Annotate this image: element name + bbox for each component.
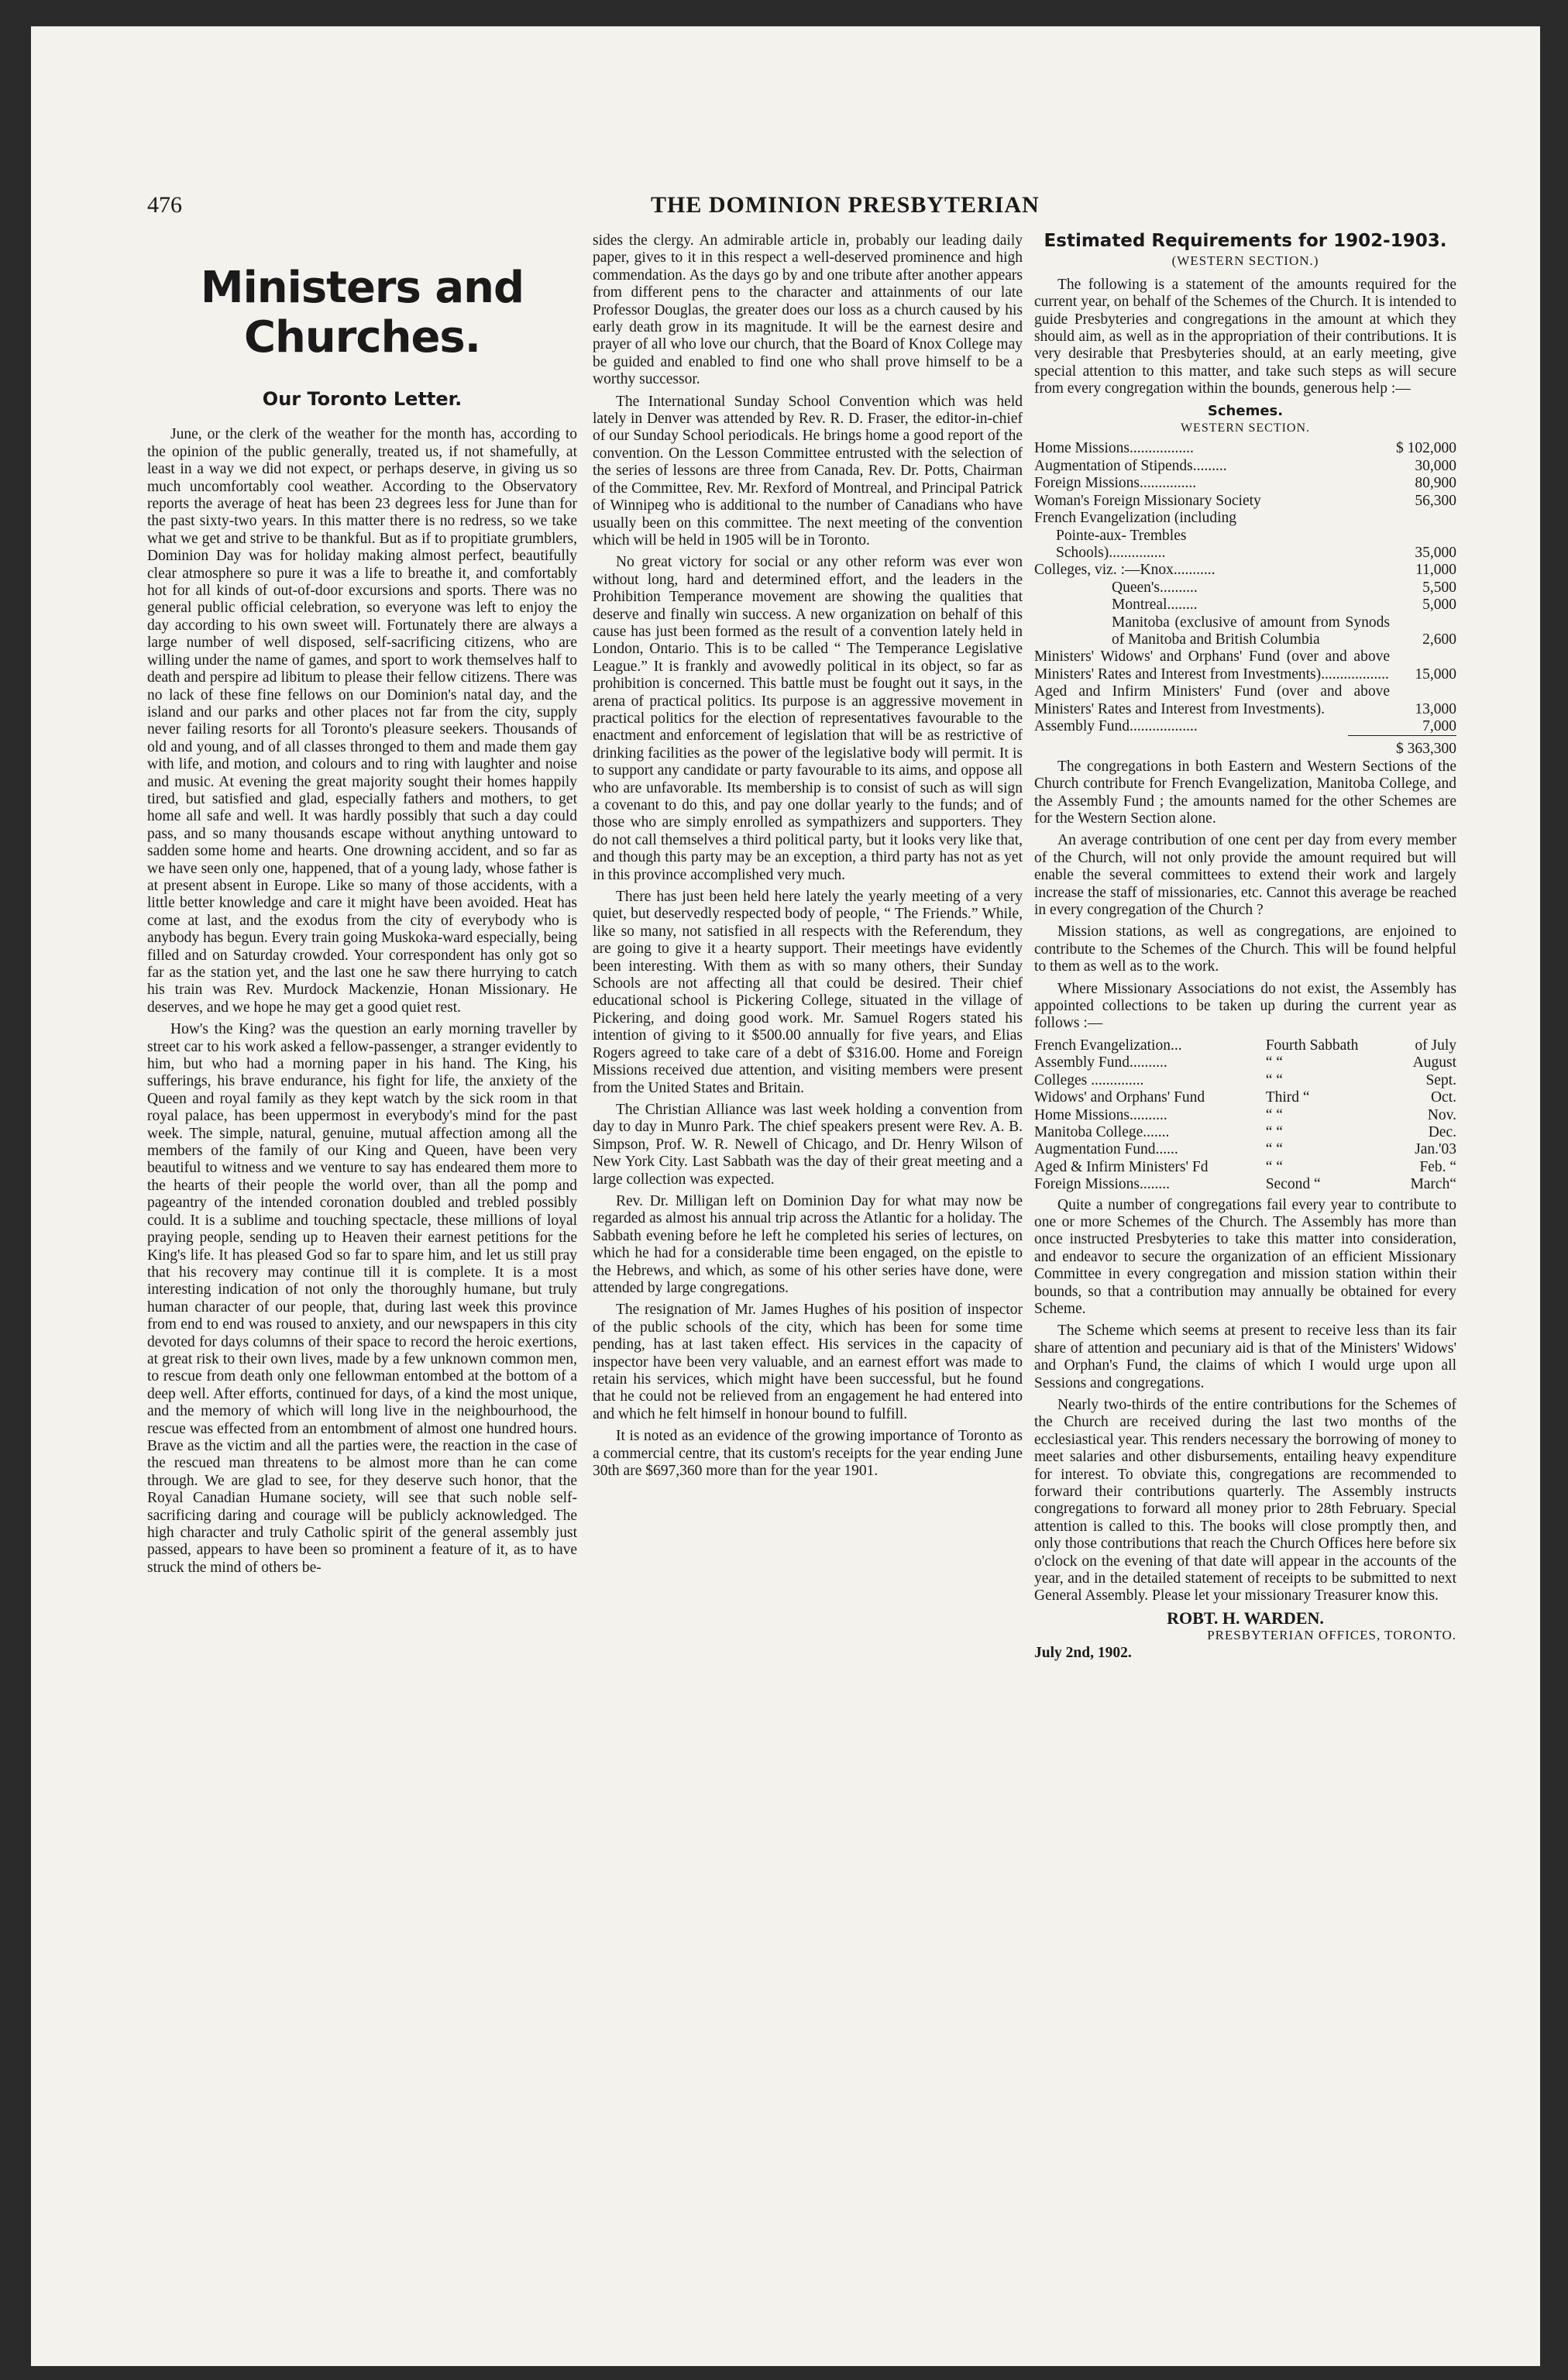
collection-sabbath: “ “	[1265, 1054, 1283, 1071]
scheme-row	[1034, 648, 1456, 683]
collection-sabbath: Fourth Sabbath	[1265, 1037, 1359, 1054]
collection-row	[1034, 1054, 1456, 1071]
scheme-label: Foreign Missions...............	[1034, 475, 1197, 492]
collection-month: March“	[1410, 1176, 1456, 1193]
scheme-amount: 7,000	[1422, 717, 1456, 734]
collection-fund: Assembly Fund..........	[1034, 1054, 1167, 1071]
scheme-amount: $ 102,000	[1396, 440, 1456, 457]
article-paragraph: It is noted as an evidence of the growing importance of Toronto as a commercial centre, that its custom's receipts for the year ending June 30th are $697,360 more than for the year 1901.	[593, 1428, 1023, 1480]
collection-row	[1034, 1141, 1456, 1158]
scheme-label: Ministers' Widows' and Orphans' Fund (over and above Ministers' Rates and Interest from Investments)..................	[1034, 648, 1390, 683]
article-paragraph: Quite a number of congregations fail every year to contribute to one or more Schemes of the Church. The Assembly has more than once instructed Presbyteries to take this matter into consideration, and endeavor to secure the organization of an efficient Missionary Committee in every congregation and mission station within their bounds, so that a contribution may annually be obtained for every Scheme.	[1034, 1196, 1456, 1317]
scheme-label: French Evangelization (including	[1034, 510, 1237, 527]
collection-fund: Foreign Missions........	[1034, 1176, 1170, 1193]
collection-sabbath: Second “	[1265, 1176, 1321, 1193]
collection-fund: Widows' and Orphans' Fund	[1034, 1089, 1205, 1106]
collection-fund: Manitoba College.......	[1034, 1123, 1170, 1140]
collection-fund: Augmentation Fund......	[1034, 1141, 1178, 1158]
scheme-row	[1034, 718, 1456, 735]
scheme-amount: 13,000	[1415, 700, 1456, 717]
article-paragraph: Rev. Dr. Milligan left on Dominion Day for what may now be regarded as almost his annual trip across the Atlantic for a holiday. The Sabbath evening before he left he completed his series of lectures, on which he had for a considerable time been engaged, on the epistle to the Hebrews, and which, as some of his other series have done, were attended by large congregations.	[593, 1192, 1023, 1296]
scheme-row	[1034, 475, 1456, 492]
section-title: Ministers and Churches.	[200, 263, 524, 363]
scheme-row	[1034, 683, 1456, 718]
requirements-section: (WESTERN SECTION.)	[1171, 253, 1319, 269]
scheme-row	[1034, 562, 1456, 579]
requirements-title: Estimated Requirements for 1902-1903.	[1044, 231, 1447, 251]
signature: ROBT. H. WARDEN.	[1167, 1608, 1324, 1628]
scheme-label: Assembly Fund..................	[1034, 717, 1198, 734]
scheme-row	[1034, 458, 1456, 475]
scheme-row	[1034, 493, 1456, 510]
collection-row	[1034, 1107, 1456, 1124]
letter-date: July 2nd, 1902.	[1034, 1644, 1132, 1661]
article-paragraph: The Scheme which seems at present to receive less than its fair share of attention and pecuniary aid is that of the Ministers' Widows' and Orphan's Fund, the claims of which I would urge upon all Sessions and congregations.	[1034, 1322, 1456, 1391]
page-number: 476	[147, 192, 182, 218]
scheme-label: Montreal........	[1112, 597, 1198, 614]
collection-row	[1034, 1159, 1456, 1176]
collection-sabbath: Third “	[1265, 1089, 1310, 1106]
scheme-row	[1034, 528, 1456, 545]
collection-fund: Colleges ..............	[1034, 1071, 1144, 1089]
collection-row	[1034, 1089, 1456, 1106]
scheme-amount: 5,000	[1422, 597, 1456, 614]
total-amount: $ 363,300	[1396, 741, 1456, 758]
collection-fund: Home Missions..........	[1034, 1106, 1167, 1123]
article-paragraph: The resignation of Mr. James Hughes of his position of inspector of the public schools of the city, which has been for some time pending, has at last taken effect. His services in the capacity of inspector have been very valuable, and an earnest effort was made to retain his services, which might have been successful, but he found that he could not be relieved from an engagement he had entered into and which he felt himself in honour bound to fulfill.	[593, 1302, 1023, 1422]
collections-schedule	[1034, 1037, 1456, 1194]
article-paragraph: Nearly two-thirds of the entire contributions for the Schemes of the Church are received during the last two months of the ecclesiastical year. This renders necessary the borrowing of money to meet salaries and other disbursements, entailing heavy expenditure for interest. To obviate this, congregations are recommended to forward their contributions quarterly. The Assembly instructs congregations to forward all money prior to 28th February. Special attention is called to this. The books will close promptly then, and only those contributions that reach the Church Offices here before six o'clock on the evening of that date will appear in the accounts of the year, and in the detailed statement of receipts to be submitted to next General Assembly. Please let your missionary Treasurer know this.	[1034, 1397, 1456, 1604]
office-address: PRESBYTERIAN OFFICES, TORONTO.	[1207, 1628, 1456, 1643]
collection-fund: Aged & Infirm Ministers' Fd	[1034, 1158, 1209, 1175]
scheme-amount: 15,000	[1415, 666, 1456, 683]
collection-month: Sept.	[1425, 1071, 1456, 1089]
column-2	[593, 232, 1023, 1484]
collection-sabbath: “ “	[1265, 1071, 1283, 1089]
schemes-section: WESTERN SECTION.	[1180, 421, 1311, 435]
scheme-amount: 5,500	[1422, 579, 1456, 596]
collection-month: of July	[1415, 1037, 1456, 1054]
collection-sabbath: “ “	[1265, 1123, 1283, 1140]
scheme-amount	[1390, 528, 1456, 545]
collection-fund: French Evangelization...	[1034, 1037, 1182, 1054]
article-paragraph: How's the King? was the question an early morning traveller by street car to his work asked a fellow-passenger, a stranger evidently to him, but who had a morning paper in his hand. The King, his sufferings, his brave endurance, his fight for life, the anxiety of the Queen and royal family as they kept watch by the sick room in that royal palace, has been uppermost in everybody's mind for the past week. The simple, natural, genuine, mutual affection among all the members of the family of our King and Queen, have been very beautiful to witness and we venture to say has endeared them more to the hearts of their people the world over, than all the pomp and pageantry of the intended coronation doubled and trebled possibly could. It is a sublime and touching spectacle, these millions of loyal praying people, sending up to Heaven their earnest petitions for the King's life. It has pleased God so far to spare him, and let us still pray that his recovery may continue till it is complete. It is a most interesting indication of not only the thoroughly humane, but truly human character of our people, that, during last week this province from end to end was roused to anxiety, and our newspapers in this city devoted for days columns of their space to record the heroic exertions, at great risk to their own lives, made by a few unknown common men, to rescue from death only one fellowman entombed at the bottom of a deep well. After efforts, continued for days, of a kind the most unique, and the memory of which will long live in the neighbourhood, the rescue was effected from an entombment of almost one hundred hours. Brave as the victim and all the parties were, the reaction in the case of the rescued man threatens to be almost more than he can come through. We are glad to see, for they deserve such honor, that the Royal Canadian Humane society, will see that such noble self-sacrificing daring and courage will be publicly acknowledged. The high character and truly Catholic spirit of the general assembly just passed, appears to have been so prominent a feature of it, as to have struck the mind of others be-	[147, 1021, 577, 1576]
scheme-amount: 30,000	[1415, 457, 1456, 474]
collection-row	[1034, 1037, 1456, 1054]
article-paragraph: The congregations in both Eastern and Western Sections of the Church contribute for French Evangelization, Manitoba College, and the Assembly Fund ; the amounts named for the other Schemes are for the Western Section alone.	[1034, 758, 1456, 827]
article-paragraph: There has just been held here lately the yearly meeting of a very quiet, but deservedly respected body of people, “ The Friends.” While, like so many, not satisfied in all respects with the Referendum, they are going to give it a hearty support. Their meetings have evidently been interesting. With them as with so many others, their Sunday Schools are not affecting all that could be desired. Their chief educational school is Pickering College, situated in the village of Pickering, and doing good work. Mr. Samuel Rogers stated his intention of giving to it $500.00 annually for five years, and Elias Rogers agreed to take care of a debt of $316.00. Home and Foreign Missions received due attention, and visiting members were present from the United States and Britain.	[593, 889, 1023, 1096]
article-paragraph: The International Sunday School Convention which was held lately in Denver was attended by Rev. R. D. Fraser, the editor-in-chief of our Sunday School periodicals. He brings home a good report of the convention. On the Lesson Committee entrusted with the selection of the series of lessons are three from Canada, Rev. Dr. Potts, Chairman of the Committee, Rev. Mr. Rexford of Montreal, and Principal Patrick of Winnipeg who is additional to the number of Canadians who have usually been on this committee. The next meeting of the convention which will be held in 1905 will be in Toronto.	[593, 393, 1023, 549]
scheme-row	[1034, 545, 1456, 562]
article-paragraph: The Christian Alliance was last week holding a convention from day to day in Munro Park. The chief speakers present were Rev. A. B. Simpson, Prof. W. R. Newell of Chicago, and Dr. Henry Wilson of New York City. Last Sabbath was the day of their great meeting and a large collection was expected.	[593, 1101, 1023, 1188]
scheme-label: Pointe-aux- Trembles	[1056, 527, 1187, 544]
scheme-label: Queen's..........	[1112, 579, 1198, 596]
collection-month: August	[1412, 1054, 1456, 1071]
collection-month: Oct.	[1430, 1089, 1456, 1106]
scheme-label: Colleges, viz. :—Knox...........	[1034, 562, 1216, 579]
scheme-row	[1034, 440, 1456, 457]
article-paragraph: An average contribution of one cent per day from every member of the Church, will not only provide the amount required but will enable the several committees to extend their work and largely increase the staff of missionaries, etc. Cannot this average be reached in every congregation of the Church ?	[1034, 832, 1456, 919]
article-subtitle: Our Toronto Letter.	[262, 388, 462, 410]
scheme-amount: 35,000	[1415, 544, 1456, 561]
column-1	[147, 232, 577, 1581]
scheme-label: Aged and Infirm Ministers' Fund (over and above Ministers' Rates and Interest from Investments).	[1034, 683, 1390, 717]
collection-row	[1034, 1176, 1456, 1193]
article-paragraph: June, or the clerk of the weather for the month has, according to the opinion of the public generally, treated us, if not shamefully, at least in a way we did not expect, or perhaps deserve, in giving us so much uncomfortably cool weather. According to the Observatory reports the average of heat has been 23 degrees less for June than for the past sixty-two years. In this matter there is no redress, so we take what we get and strive to be thankful. But as if to propitiate grumblers, Dominion Day was for holiday making almost perfect, beautifully clear atmosphere so pure it was a life to breathe it, and comfortably hot for all kinds of out-of-door excursions and sports. There was no general public official celebration, so everyone was left to enjoy the day according to his own sweet will. Fortunately there are always a large number of well disposed, self-sacrificing citizens, who are willing under the name of games, and sport to work themselves half to death and perspire ad libitum to please their fellow citizens. There was no lack of these fine fellows on our Dominion's natal day, and the island and our parks and other places not far from the city, supply never failing resorts for all Toronto's pleasure seekers. Thousands of old and young, and of all classes thronged to them and made them gay with life, and motion, and colours and to ring with laughter and noise and music. At evening the great majority sought their homes happily tired, but satisfied and glad, especially fathers and mothers, to get home all safe and well. It was hardly possibly that such a day could pass, and so many thousands escape without anything untoward to sadden some home and hearts. One drowning accident, and so far as we have seen only one, happened, that of a young lady, whose father is at present absent in Europe. Like so many of those accidents, with a little better knowledge and care it might have been avoided. Heat has come at last, and the exodus from the city of everybody who is anybody has begun. Every train going Muskoka-ward especially, being filled and on Saturday crowded. Your correspondent has only got so far as the station yet, and the last one he saw there hurrying to catch his train was Rev. Murdock Mackenzie, Honan Missionary. He deserves, and we hope he may get a good quiet rest.	[147, 426, 577, 1016]
collection-sabbath: “ “	[1265, 1141, 1283, 1158]
scheme-amount: 80,900	[1415, 475, 1456, 492]
collection-row	[1034, 1124, 1456, 1141]
scheme-amount: 56,300	[1415, 492, 1456, 509]
scheme-label: Home Missions.................	[1034, 440, 1194, 457]
collection-month: Nov.	[1427, 1106, 1456, 1123]
article-paragraph: sides the clergy. An admirable article in, probably our leading daily paper, gives to it in this respect a well-deserved prominence and high commendation. As the days go by and one tribute after another appears from different pens to the character and attainments of our late Professor Douglas, the greater does our loss as a church caused by his early death grow in its magnitude. It will be the earnest desire and prayer of all who love our church, that the Board of Knox College may be guided and enabled to find one who shall prove himself to be a worthy successor.	[593, 232, 1023, 388]
article-paragraph: No great victory for social or any other reform was ever won without long, hard and determined effort, and the leaders in the Prohibition Temperance movement are showing the qualities that deserve and finally win success. A new organization on behalf of this cause has just been formed as the result of a convention lately held in London, Ontario. This is to be called “ The Temperance Legislative League.” It is frankly and avowedly political in its object, so far as prohibition is concerned. This battle must be fought out it says, in the arena of practical politics. Its purpose is an aggressive movement in practical politics for the election of representatives favourable to the enactment and enforcement of legislation that will be as restrictive of drinking facilities as the power of the legislative body will permit. It is to support any candidate or party favourable to its aims, and oppose all who are unfavorable. Its membership is to consist of such as will sign a covenant to do this, and pay one dollar yearly to the funds; and of those who are simply enrolled as sympathizers and supporters. They do not call themselves a third political party, but it looks very like that, and though this party may be an exception, a third party has not as yet in this province accomplished very much.	[593, 554, 1023, 883]
scheme-row	[1034, 510, 1456, 527]
schemes-table	[1034, 440, 1456, 735]
scheme-row	[1034, 580, 1456, 597]
scheme-amount: 2,600	[1422, 631, 1456, 648]
scheme-label: Augmentation of Stipends.........	[1034, 457, 1227, 474]
schemes-heading: Schemes.	[1207, 402, 1284, 419]
scheme-row	[1034, 614, 1456, 649]
article-paragraph: Where Missionary Associations do not exist, the Assembly has appointed collections to be taken up during the current year as follows :—	[1034, 980, 1456, 1032]
scheme-amount	[1390, 510, 1456, 527]
collection-month: Dec.	[1428, 1123, 1456, 1140]
column-3	[1034, 232, 1456, 1662]
scheme-label: Woman's Foreign Missionary Society	[1034, 492, 1261, 509]
page-header	[147, 192, 1456, 223]
collection-month: Jan.'03	[1415, 1141, 1456, 1158]
requirements-intro: The following is a statement of the amounts required for the current year, on behalf of the Schemes of the Church. It is intended to guide Presbyteries and congregations in the amount at which they should aim, as well as in the appropriation of their contributions. It is very desirable that Presbyteries should, at an early meeting, give special attention to this matter, and take such steps as will secure from every congregation within the bounds, generous help :—	[1034, 276, 1456, 397]
scheme-label: Manitoba (exclusive of amount from Synods of Manitoba and British Columbia	[1112, 614, 1390, 648]
scheme-row	[1034, 597, 1456, 614]
collection-row	[1034, 1072, 1456, 1089]
article-paragraph: Mission stations, as well as congregations, are enjoined to contribute to the Schemes of the Church. This will be found helpful to them as well as to the work.	[1034, 923, 1456, 975]
scheme-label: Schools)...............	[1056, 544, 1166, 561]
publication-title: THE DOMINION PRESBYTERIAN	[651, 192, 1040, 218]
collection-sabbath: “ “	[1265, 1106, 1283, 1123]
collection-sabbath: “ “	[1265, 1158, 1283, 1175]
scheme-amount: 11,000	[1415, 562, 1456, 579]
collection-month: Feb. “	[1419, 1158, 1456, 1175]
schemes-total	[1034, 736, 1456, 758]
